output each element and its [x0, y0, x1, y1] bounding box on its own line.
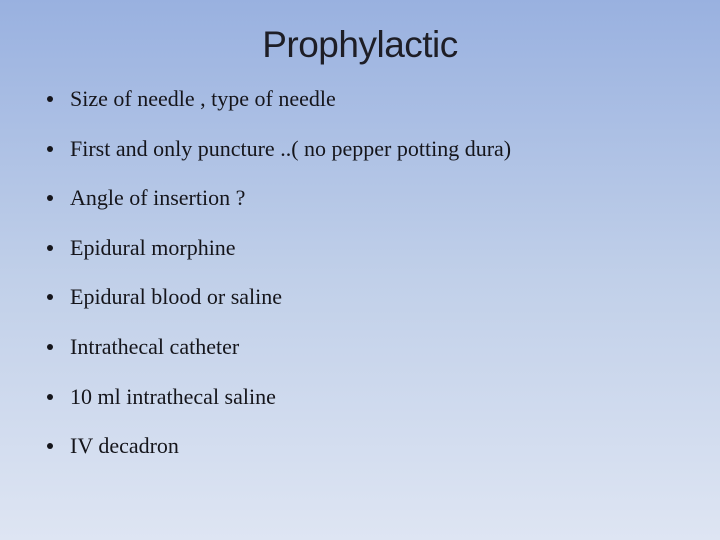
bullet-icon — [47, 344, 53, 350]
bullet-icon — [47, 294, 53, 300]
bullet-item — [40, 124, 688, 174]
bullet-item — [40, 173, 688, 223]
bullet-item — [40, 322, 688, 372]
bullet-text: Intrathecal catheter — [70, 333, 240, 359]
bullet-item — [40, 372, 688, 422]
bullet-text: Epidural blood or saline — [70, 284, 283, 310]
bullet-item — [40, 421, 688, 471]
bullet-text: Epidural morphine — [70, 234, 236, 260]
bullet-icon — [47, 96, 53, 102]
bullet-icon — [47, 443, 53, 449]
bullet-text: Size of needle , type of needle — [70, 86, 336, 111]
bullet-list — [40, 74, 688, 471]
bullet-item — [40, 223, 688, 273]
bullet-item — [40, 272, 688, 322]
bullet-icon — [47, 146, 53, 152]
bullet-text: IV decadron — [70, 433, 179, 459]
bullet-item — [40, 74, 688, 124]
bullet-icon — [47, 195, 53, 201]
slide-title: Prophylactic — [262, 24, 458, 65]
bullet-text: 10 ml intrathecal saline — [70, 383, 276, 409]
bullet-icon — [47, 245, 53, 251]
bullet-text: Angle of insertion ? — [70, 185, 246, 211]
bullet-icon — [47, 394, 53, 400]
bullet-text: First and only puncture ..( no pepper potting dura) — [70, 135, 512, 161]
